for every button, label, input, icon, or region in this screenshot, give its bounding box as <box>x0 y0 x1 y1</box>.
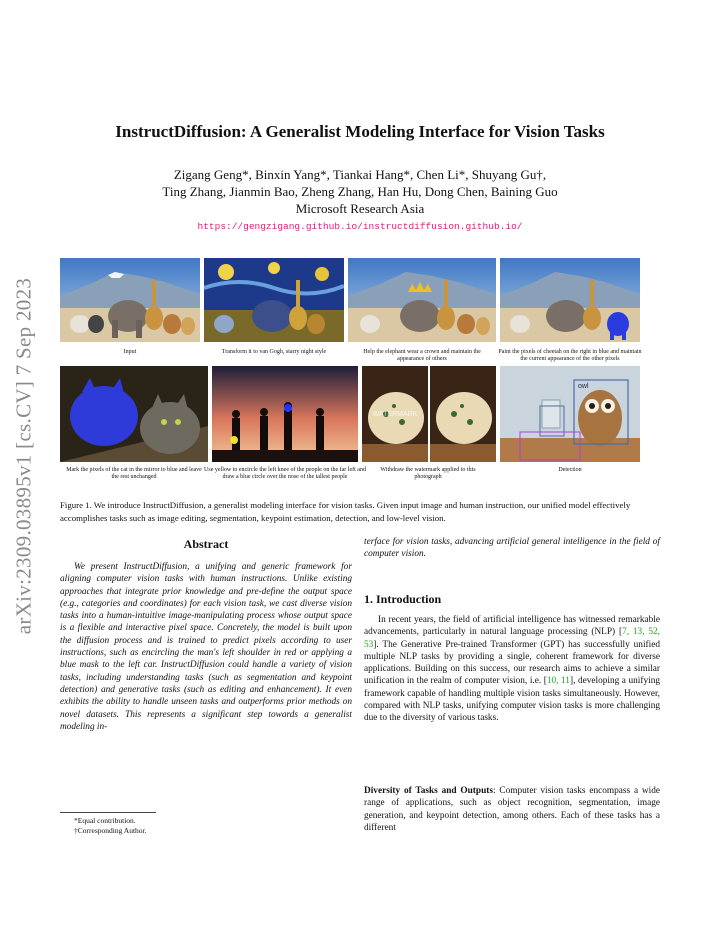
figure-watermark-input-image <box>362 366 428 462</box>
arxiv-stamp: arXiv:2309.03895v1 [cs.CV] 7 Sep 2023 <box>11 277 36 635</box>
footnote-equal: *Equal contribution. <box>74 816 136 825</box>
caption-crown: Help the elephant wear a crown and maintain the appearance of others <box>363 349 481 362</box>
figure-silhouette-image <box>212 366 358 462</box>
svg-text:WATERMARK: WATERMARK <box>372 411 418 418</box>
figure-vangogh-image <box>204 258 344 342</box>
citation-nlp[interactable]: 7, 13, 52, 53 <box>364 627 660 650</box>
affiliation: Microsoft Research Asia <box>295 201 425 216</box>
intro-paragraph-1: In recent years, the field of artificial intelligence has witnessed remarkable advancements, particularly in natural language processing (NLP) [7, 13, 52, 53]. The Generative Pre-trained Transformer (GPT) has successfully unified multiple NLP tasks by providing a single, coherent framework for diverse applications. Building on this success, our research aims to achieve a similar unification in the realm of computer vision, i.e. [10, 11], developing a unifying framework capable of handling multiple vision tasks simultaneously. However, compared with NLP tasks, unifying computer vision tasks is more challenging due to the diversity of various tasks. <box>364 615 660 724</box>
abstract-continuation: terface for vision tasks, advancing artificial general intelligence in the field of computer vision. <box>364 537 660 560</box>
caption-input: Input <box>123 349 137 355</box>
caption-detection: Detection <box>558 467 582 473</box>
caption-vangogh: Transform it to van Gogh, starry night style <box>221 349 327 355</box>
diversity-heading: Diversity of Tasks and Outputs <box>364 786 493 796</box>
intro-paragraph-2: Diversity of Tasks and Outputs: Computer vision tasks encompass a wide range of applications, such as object recognition, segmentation, image generation, and keypoint detection, among others. Each of these tasks has a different <box>364 786 660 833</box>
paper-title: InstructDiffusion: A Generalist Modeling Interface for Vision Tasks <box>115 122 605 141</box>
figure-cat-mirror-image <box>60 366 208 462</box>
caption-cat-mirror: Mark the pixels of the cat in the mirror to blue and leave the rest unchanged <box>66 467 202 480</box>
caption-watermark: Withdraw the watermark applied to this photograph <box>380 467 476 480</box>
figure-caption: Figure 1. We introduce InstructDiffusion, a generalist modeling interface for vision tasks. Given input image and human instruction, our unified model effectively accomplishes tasks such as image editing, segmentation, keypoint estimation, detection, and low-level vision. <box>60 500 631 523</box>
citation-vision[interactable]: 10, 11 <box>546 676 570 687</box>
author-block <box>60 166 660 217</box>
footnote-rule <box>60 812 156 813</box>
footnote-corresponding: †Corresponding Author. <box>74 826 147 835</box>
intro-heading: 1. Introduction <box>364 592 442 606</box>
authors-line-2: Ting Zhang, Jianmin Bao, Zheng Zhang, Han Hu, Dong Chen, Baining Guo <box>162 184 558 199</box>
caption-silhouette: Use yellow to encircle the left knee of the people on the far left and draw a blue circle over the nose of the tallest people <box>204 467 366 480</box>
figure-detection-image <box>500 366 640 462</box>
figure-input-image <box>60 258 200 342</box>
detection-owl-label: owl <box>578 383 589 390</box>
figure-blue-cheetah-image <box>500 258 640 342</box>
authors-line-1: Zigang Geng*, Binxin Yang*, Tiankai Hang*, Chen Li*, Shuyang Gu†, <box>173 167 547 182</box>
figure-watermark-output-image <box>430 366 496 462</box>
caption-blue-cheetah: Paint the pixels of cheetah on the right in blue and maintain the current appearance of the other pixels <box>498 349 642 362</box>
footnotes <box>74 816 147 836</box>
abstract-body: We present InstructDiffusion, a unifying and generic framework for aligning computer vision tasks with human instructions. Unlike existing approaches that integrate prior knowledge and pre-define the output space (e.g., categories and coordinates) for each vision task, we cast diverse vision tasks into a human-intuitive image-manipulating process whose output space is a flexible and interactive pixel space. Concretely, the model is built upon the diffusion process and is trained to predict pixels according to user instructions, such as encircling the man's left shoulder in red or applying a blue mask to the left car. InstructDiffusion could handle a variety of vision tasks, including understanding tasks (such as segmentation and keypoint detection) and generative tasks (such as editing and enhancement). It even exhibits the ability to handle unseen tasks and outperforms prior methods on novel datasets. This represents a significant step towards a generalist modeling in- <box>60 562 352 732</box>
abstract-heading: Abstract <box>183 537 229 551</box>
project-url-link[interactable]: https://gengzigang.github.io/instructdiffusion.github.io/ <box>197 221 523 232</box>
figure-crown-image <box>348 258 496 342</box>
